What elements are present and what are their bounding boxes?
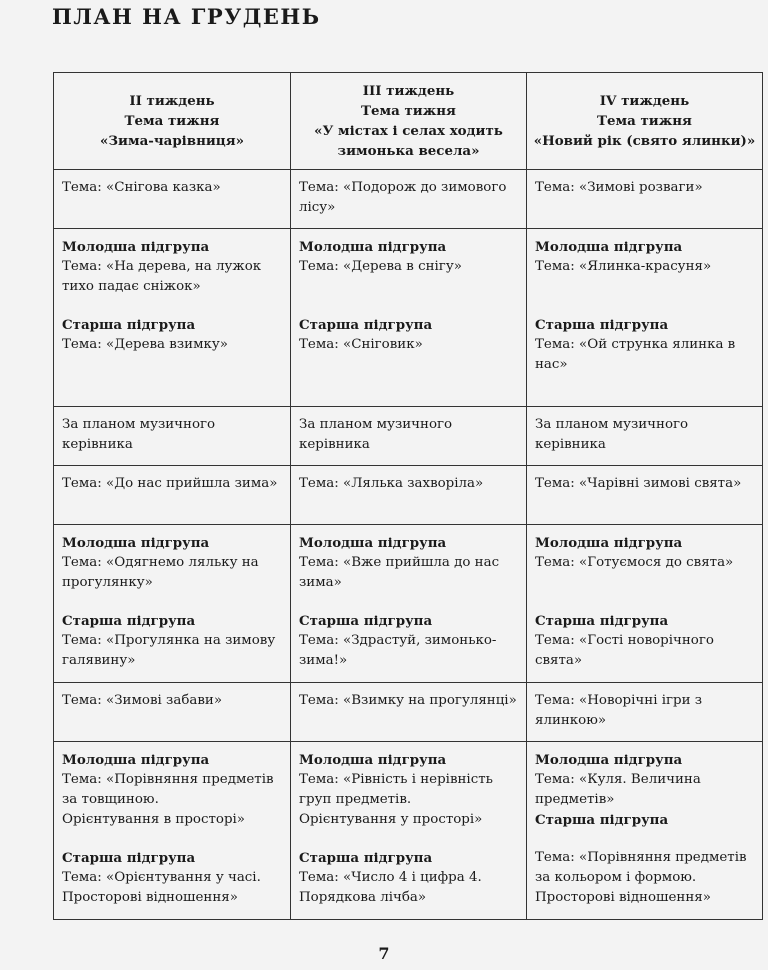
week-label: ІІІ тиждень — [362, 83, 455, 99]
table-cell: Тема: «Зимові розваги» — [527, 170, 763, 229]
table-cell — [527, 742, 763, 920]
plan-table — [53, 72, 763, 920]
table-cell — [527, 229, 763, 407]
table-cell: Тема: «Лялька захворіла» — [291, 466, 527, 525]
table-row — [54, 466, 763, 525]
header-row — [54, 73, 763, 170]
week-theme: «Новий рік (свято ялинки)» — [533, 133, 756, 149]
page-title: ПЛАН НА ГРУДЕНЬ — [52, 4, 321, 29]
junior-group-topic-cont: Орієнтування у просторі» — [299, 812, 483, 827]
senior-group-topic-cont: Порядкова лічба» — [299, 890, 427, 905]
table-cell: За планом музичного керівника — [54, 407, 291, 466]
senior-group-topic: Тема: «Число 4 і цифра 4. — [299, 870, 482, 885]
senior-group-topic: Тема: «Прогулянка на зимову галявину» — [62, 633, 276, 668]
table-cell: Тема: «Чарівні зимові свята» — [527, 466, 763, 525]
table-cell: Тема: «Зимові забави» — [54, 683, 291, 742]
senior-group-topic-cont: Просторові відношення» — [62, 890, 238, 905]
week-theme: «Зима-чарівниця» — [100, 133, 244, 149]
senior-group-label: Старша підгрупа — [62, 317, 196, 333]
junior-group-topic: Тема: «Куля. Величина предметів» — [535, 772, 701, 807]
theme-label: Тема тижня — [597, 113, 692, 129]
table-cell: Тема: «Взимку на прогулянці» — [291, 683, 527, 742]
senior-group-label: Старша підгрупа — [535, 317, 669, 333]
table-row — [54, 683, 763, 742]
senior-group-topic-cont: Просторові відношення» — [535, 890, 711, 905]
junior-group-topic-cont: Орієнтування в просторі» — [62, 812, 245, 827]
senior-group-label: Старша підгрупа — [299, 317, 433, 333]
senior-group-label: Старша підгрупа — [299, 850, 433, 866]
senior-group-label: Старша підгрупа — [299, 613, 433, 629]
page-number: 7 — [378, 944, 390, 963]
junior-group-topic: Тема: «Вже прийшла до нас зима» — [299, 555, 500, 590]
week-label: ІV тиждень — [599, 93, 690, 109]
junior-group-label: Молодша підгрупа — [299, 239, 447, 255]
junior-group-label: Молодша підгрупа — [62, 535, 210, 551]
junior-group-topic: Тема: «Дерева в снігу» — [299, 259, 462, 274]
junior-group-label: Молодша підгрупа — [535, 535, 683, 551]
senior-group-topic: Тема: «Ой струнка ялинка в нас» — [535, 337, 736, 372]
table-cell: Тема: «Подорож до зимового лісу» — [291, 170, 527, 229]
junior-group-topic: Тема: «На дерева, на лужок тихо падає сніжок» — [62, 259, 262, 294]
header-week-4 — [527, 73, 763, 170]
senior-group-topic: Тема: «Здрастуй, зимонько-зима!» — [299, 633, 497, 668]
junior-group-topic: Тема: «Порівняння предметів за товщиною. — [62, 772, 274, 807]
junior-group-label: Молодша підгрупа — [535, 752, 683, 768]
table-cell — [54, 525, 291, 683]
theme-label: Тема тижня — [124, 113, 220, 129]
theme-label: Тема тижня — [361, 103, 456, 119]
junior-group-topic: Тема: «Одягнемо ляльку на прогулянку» — [62, 555, 259, 590]
junior-group-label: Молодша підгрупа — [62, 752, 210, 768]
senior-group-topic: Тема: «Гості новорічного свята» — [535, 633, 714, 668]
table-row — [54, 170, 763, 229]
header-week-2 — [54, 73, 291, 170]
table-cell: За планом музичного керівника — [527, 407, 763, 466]
week-label: ІІ тиждень — [129, 93, 215, 109]
senior-group-topic: Тема: «Сніговик» — [299, 337, 423, 352]
senior-group-topic: Тема: «Орієнтування у часі. — [62, 870, 261, 885]
table-row — [54, 742, 763, 920]
junior-group-topic: Тема: «Ялинка-красуня» — [535, 259, 712, 274]
table-cell: Тема: «Новорічні ігри з ялинкою» — [527, 683, 763, 742]
table-row — [54, 525, 763, 683]
junior-group-label: Молодша підгрупа — [62, 239, 210, 255]
senior-group-topic: Тема: «Дерева взимку» — [62, 337, 228, 352]
table-cell — [54, 742, 291, 920]
junior-group-label: Молодша підгрупа — [535, 239, 683, 255]
table-cell — [291, 525, 527, 683]
table-cell: Тема: «Снігова казка» — [54, 170, 291, 229]
senior-group-label: Старша підгрупа — [535, 812, 669, 828]
table-cell — [291, 742, 527, 920]
junior-group-label: Молодша підгрупа — [299, 752, 447, 768]
table-cell: За планом музичного керівника — [291, 407, 527, 466]
senior-group-topic: Тема: «Порівняння предметів за кольором і формою. — [535, 850, 747, 885]
table-cell — [291, 229, 527, 407]
junior-group-topic: Тема: «Рівність і нерівність груп предметів. — [299, 772, 493, 807]
week-theme: «У містах і селах ходить зимонька весела» — [314, 123, 503, 159]
table-cell — [54, 229, 291, 407]
header-week-3 — [291, 73, 527, 170]
table-cell — [527, 525, 763, 683]
senior-group-label: Старша підгрупа — [62, 613, 196, 629]
junior-group-topic: Тема: «Готуємося до свята» — [535, 555, 734, 570]
table-row — [54, 407, 763, 466]
senior-group-label: Старша підгрупа — [535, 613, 669, 629]
table-row — [54, 229, 763, 407]
junior-group-label: Молодша підгрупа — [299, 535, 447, 551]
senior-group-label: Старша підгрупа — [62, 850, 196, 866]
table-cell: Тема: «До нас прийшла зима» — [54, 466, 291, 525]
